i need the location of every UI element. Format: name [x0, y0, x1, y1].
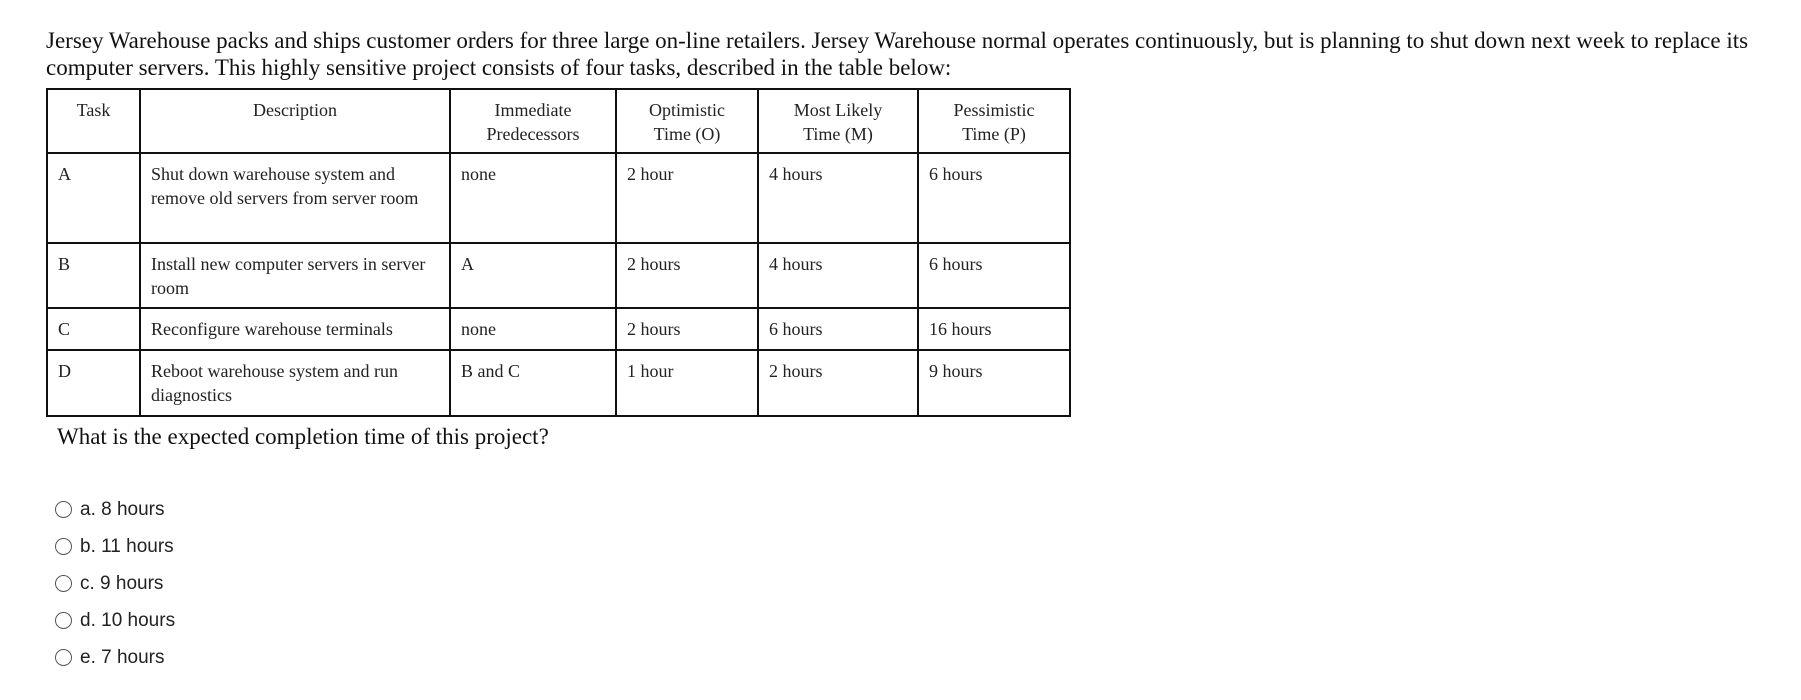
cell-pessimistic: 6 hours — [918, 153, 1070, 243]
radio-button-icon[interactable] — [55, 612, 72, 629]
cell-predecessors: A — [450, 243, 616, 308]
cell-predecessors: B and C — [450, 350, 616, 416]
cell-optimistic: 2 hour — [616, 153, 758, 243]
cell-pessimistic: 6 hours — [918, 243, 1070, 308]
header-pessimistic-line1: Pessimistic — [953, 100, 1035, 120]
cell-optimistic: 1 hour — [616, 350, 758, 416]
cell-description: Shut down warehouse system and remove old servers from server room — [140, 153, 450, 243]
table-row — [47, 153, 1070, 243]
answer-option-label[interactable]: a. 8 hours — [80, 498, 165, 520]
answer-option-label[interactable]: e. 7 hours — [80, 646, 165, 668]
cell-most-likely: 4 hours — [758, 153, 918, 243]
answer-option-label[interactable]: b. 11 hours — [80, 535, 174, 557]
cell-task: B — [47, 243, 140, 308]
cell-description: Reboot warehouse system and run diagnostics — [140, 350, 450, 416]
cell-pessimistic: 16 hours — [918, 308, 1070, 350]
cell-most-likely: 2 hours — [758, 350, 918, 416]
cell-description: Reconfigure warehouse terminals — [140, 308, 450, 350]
cell-task: D — [47, 350, 140, 416]
header-predecessors-line1: Immediate — [494, 100, 572, 120]
question-text: What is the expected completion time of this project? — [57, 424, 549, 449]
header-most-likely-line2: Time (M) — [803, 124, 873, 144]
answer-option-a[interactable] — [55, 491, 175, 528]
header-optimistic-line1: Optimistic — [649, 100, 725, 120]
header-predecessors — [450, 89, 616, 153]
problem-statement: Jersey Warehouse packs and ships customer orders for three large on-line retailers. Jersey Warehouse normal operates continuously, but is planning to shut down next week to replace its computer servers. This highly sensitive project consists of four tasks, described in the table below: — [46, 28, 1749, 80]
table-row — [47, 243, 1070, 308]
cell-pessimistic: 9 hours — [918, 350, 1070, 416]
cell-predecessors: none — [450, 308, 616, 350]
header-description: Description — [140, 89, 450, 153]
answer-option-d[interactable] — [55, 602, 175, 639]
radio-button-icon[interactable] — [55, 501, 72, 518]
header-predecessors-line2: Predecessors — [486, 124, 580, 144]
cell-most-likely: 4 hours — [758, 243, 918, 308]
cell-most-likely: 6 hours — [758, 308, 918, 350]
cell-predecessors: none — [450, 153, 616, 243]
header-pessimistic — [918, 89, 1070, 153]
table-row — [47, 350, 1070, 416]
cell-task: C — [47, 308, 140, 350]
radio-button-icon[interactable] — [55, 649, 72, 666]
header-most-likely-line1: Most Likely — [793, 100, 883, 120]
answer-option-e[interactable] — [55, 639, 175, 676]
answer-option-label[interactable]: d. 10 hours — [80, 609, 176, 631]
answer-option-b[interactable] — [55, 528, 175, 565]
cell-optimistic: 2 hours — [616, 308, 758, 350]
table-header-row — [47, 89, 1070, 153]
header-optimistic — [616, 89, 758, 153]
cell-task: A — [47, 153, 140, 243]
answer-option-label[interactable]: c. 9 hours — [80, 572, 164, 594]
header-optimistic-line2: Time (O) — [653, 124, 721, 144]
radio-button-icon[interactable] — [55, 538, 72, 555]
task-table — [46, 88, 1071, 417]
radio-button-icon[interactable] — [55, 575, 72, 592]
header-pessimistic-line2: Time (P) — [962, 124, 1026, 144]
table-row — [47, 308, 1070, 350]
header-most-likely — [758, 89, 918, 153]
cell-optimistic: 2 hours — [616, 243, 758, 308]
answer-options — [55, 491, 175, 676]
header-task: Task — [47, 89, 140, 153]
answer-option-c[interactable] — [55, 565, 175, 602]
cell-description: Install new computer servers in server room — [140, 243, 450, 308]
